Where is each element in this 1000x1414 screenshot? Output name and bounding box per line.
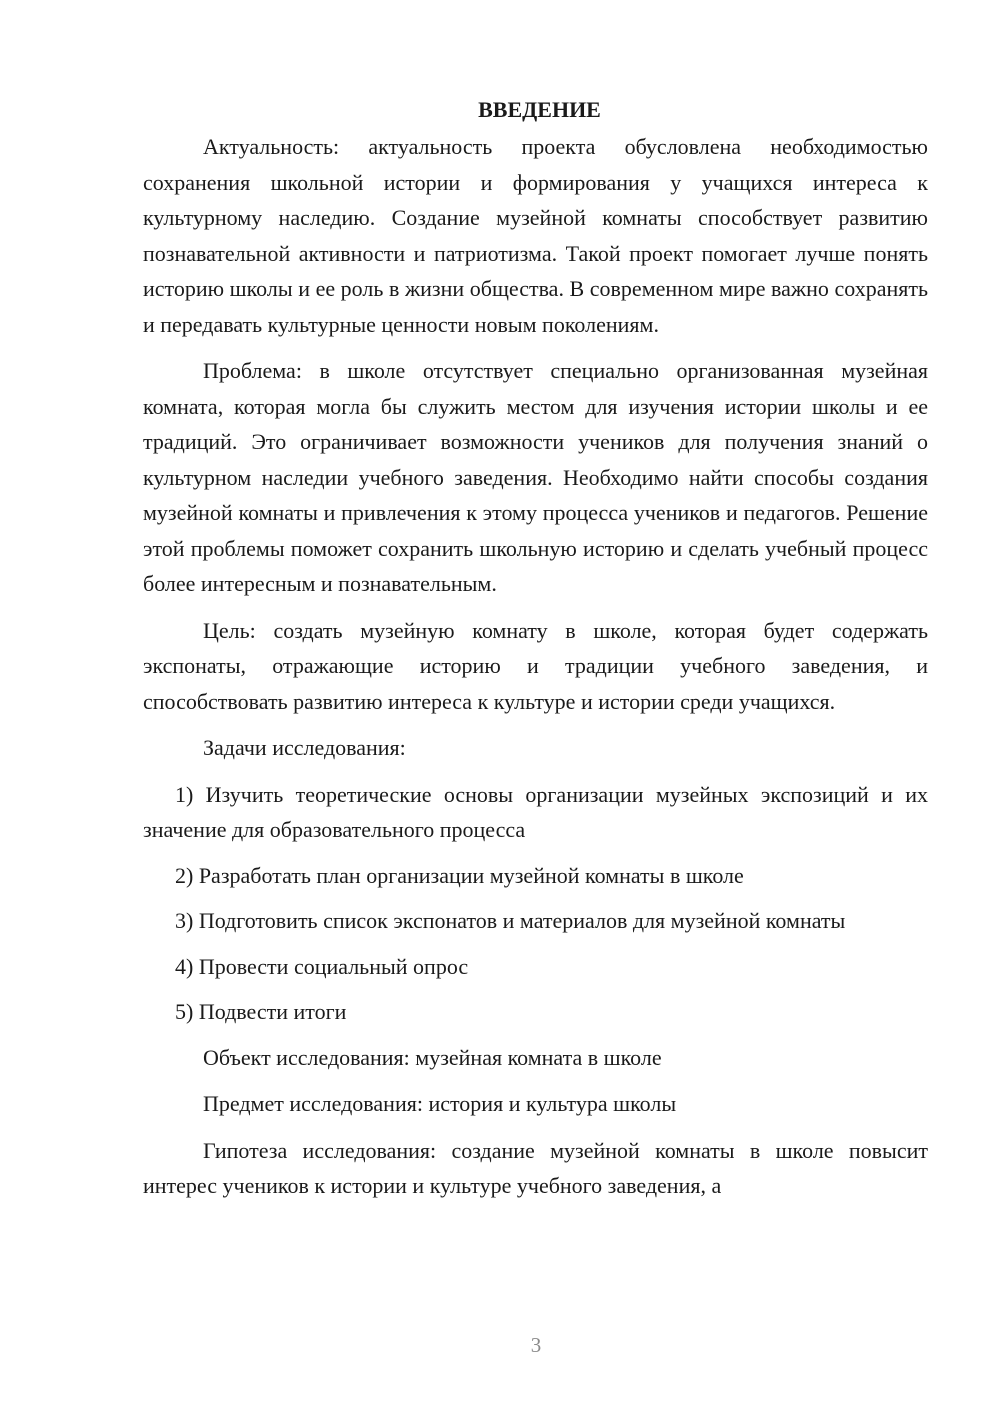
page-number: 3 (530, 1333, 542, 1357)
task-item-1: 1) Изучить теоретические основы организации музейных экспозиций и их значение для образовательного процесса (143, 781, 928, 842)
goal-paragraph: Цель: создать музейную комнату в школе, которая будет содержать экспонаты, отражающие историю и традиции учебного заведения, и способствовать развитию интереса к культуре и истории среди учащихся. (143, 617, 928, 714)
relevance-paragraph: Актуальность: актуальность проекта обусловлена необходимостью сохранения школьной истории и формирования у учащихся интереса к культурному наследию. Создание музейной комнаты способствует развитию познавательной активности и патриотизма. Такой проект помогает лучше понять историю школы и ее роль в жизни общества. В современном мире важно сохранять и передавать культурные ценности новым поколениям. (143, 134, 928, 337)
document-body (143, 92, 928, 1215)
task-item-2: 2) Разработать план организации музейной комнаты в школе (175, 862, 744, 888)
subject-paragraph: Предмет исследования: история и культура школы (203, 1091, 677, 1116)
task-item-3: 3) Подготовить список экспонатов и материалов для музейной комнаты (175, 908, 846, 933)
task-item-4: 4) Провести социальный опрос (175, 953, 469, 979)
section-title: ВВЕДЕНИЕ (478, 97, 601, 122)
problem-paragraph: Проблема: в школе отсутствует специально организованная музейная комната, которая могла бы служить местом для изучения истории школы и ее традиций. Это ограничивает возможности учеников для получения знаний о культурном наследии учебного заведения. Необходимо найти способы создания музейной комнаты и привлечения к этому процесса учеников и педагогов. Решение этой проблемы поможет сохранить школьную историю и сделать учебный процесс более интересным и познавательным. (143, 358, 928, 596)
task-item-5: 5) Подвести итоги (175, 999, 347, 1024)
hypothesis-paragraph: Гипотеза исследования: создание музейной комнаты в школе повысит интерес учеников к истории и культуре учебного заведения, а (143, 1137, 928, 1198)
object-paragraph: Объект исследования: музейная комната в школе (203, 1044, 662, 1070)
tasks-heading: Задачи исследования: (203, 735, 406, 760)
